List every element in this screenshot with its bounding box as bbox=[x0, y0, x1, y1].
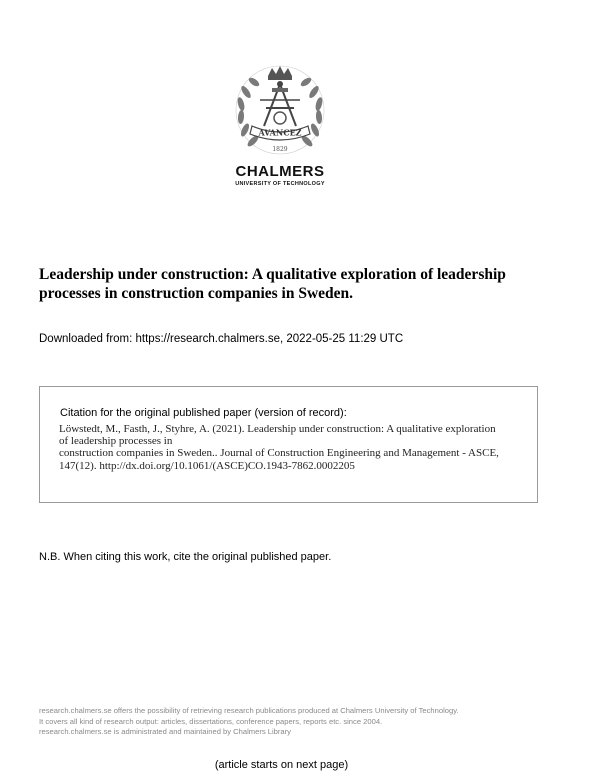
paper-title bbox=[39, 265, 539, 303]
citation-line: of leadership processes in bbox=[59, 435, 173, 448]
next-page-note: (article starts on next page) bbox=[214, 759, 349, 771]
citation-line: Löwstedt, M., Fasth, J., Styhre, A. (2021). Leadership under construction: A qualitative exploration bbox=[59, 423, 496, 435]
citation-text bbox=[59, 423, 529, 472]
seal-year: 1829 bbox=[272, 146, 288, 153]
footer-line: It covers all kind of research output: articles, dissertations, conference papers, reports etc. since 2004. bbox=[39, 716, 383, 726]
institution-subtitle: UNIVERSITY OF TECHNOLOGY bbox=[235, 181, 325, 187]
downloaded-from-text: Downloaded from: https://research.chalmers.se, 2022-05-25 11:29 UTC bbox=[39, 333, 404, 345]
title-line-1: Leadership under construction: A qualitative exploration of leadership bbox=[39, 266, 506, 283]
title-line-2: processes in construction companies in Sweden. bbox=[39, 285, 354, 302]
footer-line: research.chalmers.se offers the possibility of retrieving research publications produced at Chalmers University of Technology. bbox=[39, 706, 459, 715]
citation-label: Citation for the original published paper (version of record): bbox=[60, 407, 347, 419]
citation-note: N.B. When citing this work, cite the original published paper. bbox=[39, 551, 332, 563]
institution-name: CHALMERS bbox=[235, 163, 325, 180]
citation-doi-line[interactable]: 147(12). http://dx.doi.org/10.1061/(ASCE)CO.1943-7862.0002205 bbox=[59, 459, 355, 472]
seal-motto: AVANCEZ bbox=[258, 127, 302, 138]
seal-icon bbox=[228, 62, 332, 162]
citation-box bbox=[39, 386, 538, 503]
footer-line: research.chalmers.se is administrated and maintained by Chalmers Library bbox=[39, 727, 291, 736]
chalmers-wordmark bbox=[212, 163, 348, 187]
repository-footer bbox=[39, 706, 459, 738]
citation-line: construction companies in Sweden.. Journal of Construction Engineering and Management - ASCE, bbox=[59, 447, 499, 460]
